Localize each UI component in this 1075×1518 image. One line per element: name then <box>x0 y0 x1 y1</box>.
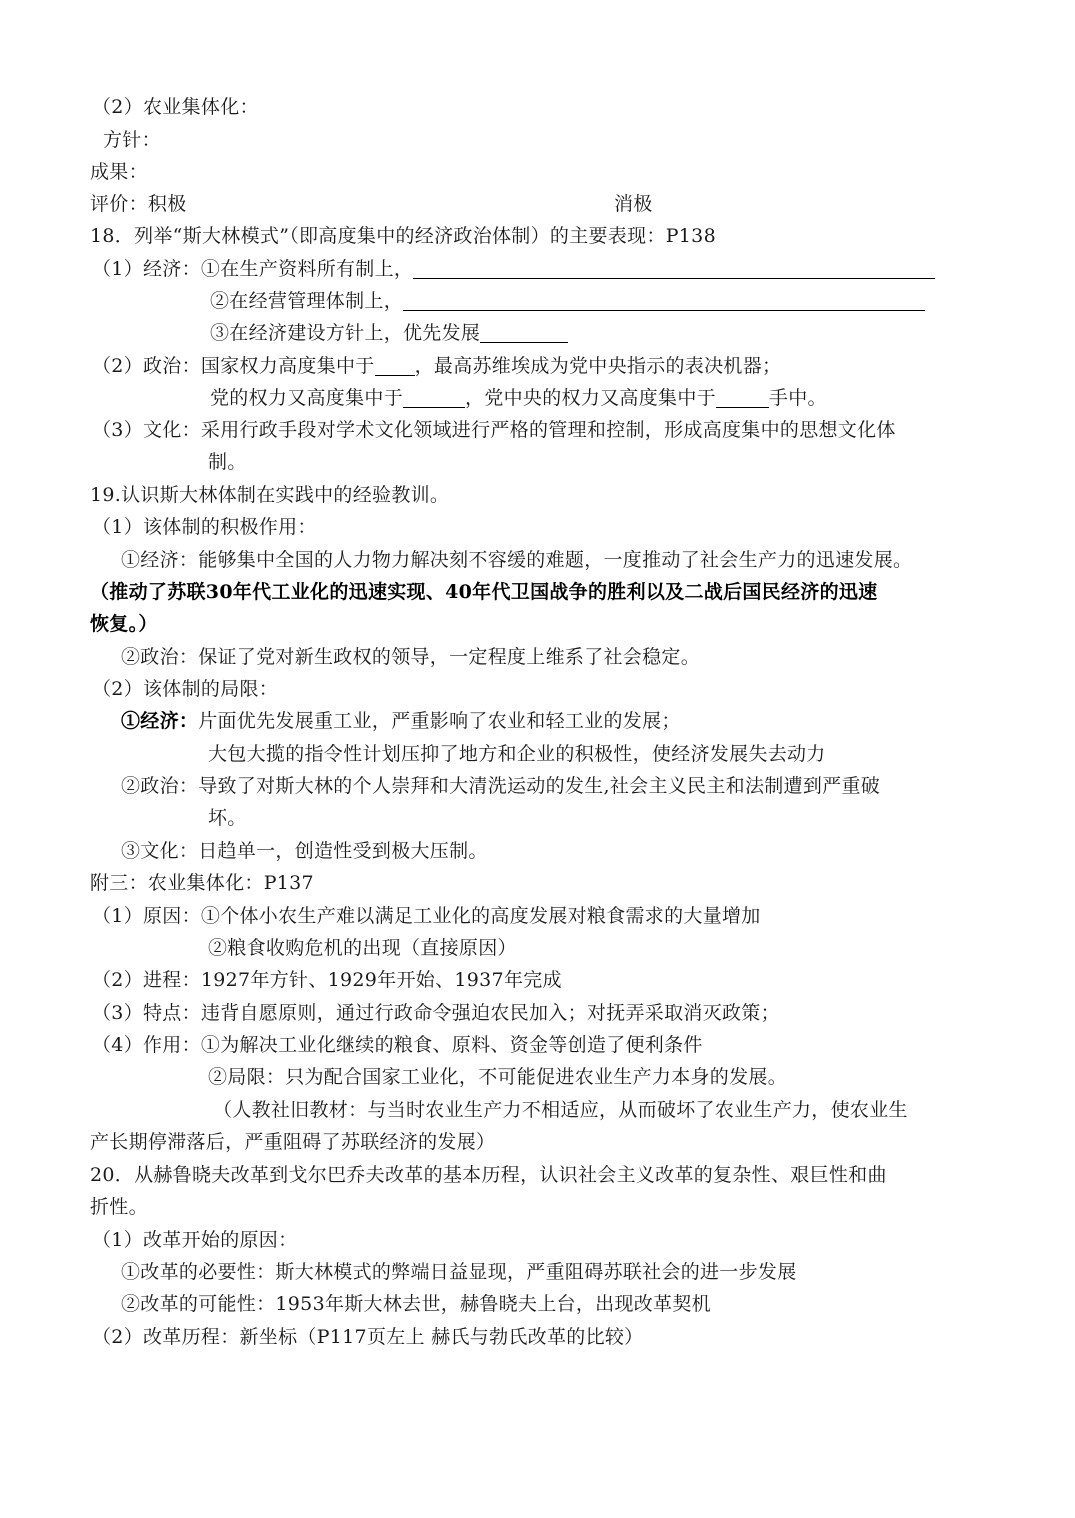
fill-blank <box>413 254 935 279</box>
economy-management-line <box>210 285 925 317</box>
reform-necessity-line: ①改革的必要性：斯大林模式的弊端日益显现，严重阻碍苏联社会的进一步发展 <box>121 1261 797 1283</box>
reform-process-line: （2）改革历程：新坐标（P117页左上 赫氏与勃氏改革的比较） <box>92 1326 644 1348</box>
economy-ownership-text: （1）经济：①在生产资料所有制上， <box>92 258 414 280</box>
bold-note-line: （推动了苏联30年代工业化的迅速实现、40年代卫国战争的胜利以及二战后国民经济的迅速 <box>90 581 878 603</box>
policy-label: 方针： <box>103 129 161 151</box>
question-18-heading: 18．列举“斯大林模式”（即高度集中的经济政治体制）的主要表现：P138 <box>90 225 716 247</box>
evaluation-negative-label: 消极 <box>614 193 653 215</box>
fill-blank <box>480 318 568 343</box>
politics-text-1: （2）政治：国家权力高度集中于 <box>92 355 375 377</box>
question-20-heading-cont: 折性。 <box>90 1196 148 1218</box>
politics-text-5: 手中。 <box>768 387 827 409</box>
culture-line-cont: 制。 <box>208 451 247 473</box>
limitation-politics-line-cont: 坏。 <box>208 807 247 829</box>
question-20-heading: 20．从赫鲁晓夫改革到戈尔巴乔夫改革的基本历程，认识社会主义改革的复杂性、艰巨性和曲 <box>90 1164 887 1186</box>
reform-causes-heading: （1）改革开始的原因： <box>92 1229 298 1251</box>
appendix-3-heading: 附三：农业集体化：P137 <box>90 872 314 894</box>
results-label: 成果： <box>90 161 148 183</box>
limitation-economy-line <box>121 705 681 737</box>
fill-blank <box>403 286 925 311</box>
effect-line-1: （4）作用：①为解决工业化继续的粮食、原料、资金等创造了便利条件 <box>92 1034 703 1056</box>
economy-management-text: ②在经营管理体制上， <box>210 290 404 312</box>
cause-line-1: （1）原因：①个体小农生产难以满足工业化的高度发展对粮食需求的大量增加 <box>92 905 761 927</box>
culture-line: （3）文化：采用行政手段对学术文化领域进行严格的管理和控制，形成高度集中的思想文化体 <box>92 419 896 441</box>
politics-text-3: 党的权力又高度集中于 <box>210 387 404 409</box>
limitation-economy-line-2: 大包大揽的指令性计划压抑了地方和企业的积极性，使经济发展失去动力 <box>208 743 826 765</box>
reform-possibility-line: ②改革的可能性：1953年斯大林去世，赫鲁晓夫上台，出现改革契机 <box>121 1293 711 1315</box>
limitation-politics-line: ②政治：导致了对斯大林的个人崇拜和大清洗运动的发生,社会主义民主和法制遭到严重破 <box>121 775 881 797</box>
politics-line-1 <box>92 350 781 382</box>
economy-ownership-line <box>92 253 935 285</box>
economy-policy-text: ③在经济建设方针上，优先发展 <box>210 322 481 344</box>
positive-economy-line: ①经济：能够集中全国的人力物力解决刻不容缓的难题，一度推动了社会生产力的迅速发展。 <box>121 549 913 571</box>
process-line: （2）进程：1927年方针、1929年开始、1937年完成 <box>92 969 562 991</box>
features-line: （3）特点：违背自愿原则，通过行政命令强迫农民加入；对抚弄采取消灭政策； <box>92 1002 780 1024</box>
limitations-heading: （2）该体制的局限： <box>92 678 279 700</box>
economy-policy-line <box>210 317 568 349</box>
section-agri-collectivization: （2）农业集体化： <box>92 96 259 118</box>
cause-line-2: ②粮食收购危机的出现（直接原因） <box>208 937 517 959</box>
positive-politics-line: ②政治：保证了党对新生政权的领导，一定程度上维系了社会稳定。 <box>121 646 701 668</box>
fill-blank <box>716 383 769 408</box>
evaluation-positive-label: 评价：积极 <box>90 193 187 215</box>
effect-line-2: ②局限：只为配合国家工业化，不可能促进农业生产力本身的发展。 <box>208 1066 788 1088</box>
bold-note-line-cont: 恢复。） <box>90 613 158 635</box>
limitation-economy-text: 片面优先发展重工业，严重影响了农业和轻工业的发展； <box>198 710 681 732</box>
positive-role-heading: （1）该体制的积极作用： <box>92 516 317 538</box>
politics-line-2 <box>210 382 827 414</box>
fill-blank <box>403 383 465 408</box>
old-textbook-note-cont: 产长期停滞落后，严重阻碍了苏联经济的发展） <box>90 1131 496 1153</box>
fill-blank <box>375 351 415 376</box>
limitation-economy-label: ①经济： <box>121 710 199 732</box>
politics-text-2: ，最高苏维埃成为党中央指示的表决机器； <box>414 355 782 377</box>
old-textbook-note: （人教社旧教材：与当时农业生产力不相适应，从而破坏了农业生产力，使农业生 <box>213 1099 908 1121</box>
politics-text-4: ，党中央的权力又高度集中于 <box>465 387 716 409</box>
question-19-heading: 19.认识斯大林体制在实践中的经验教训。 <box>90 484 450 506</box>
limitation-culture-line: ③文化：日趋单一，创造性受到极大压制。 <box>121 840 488 862</box>
